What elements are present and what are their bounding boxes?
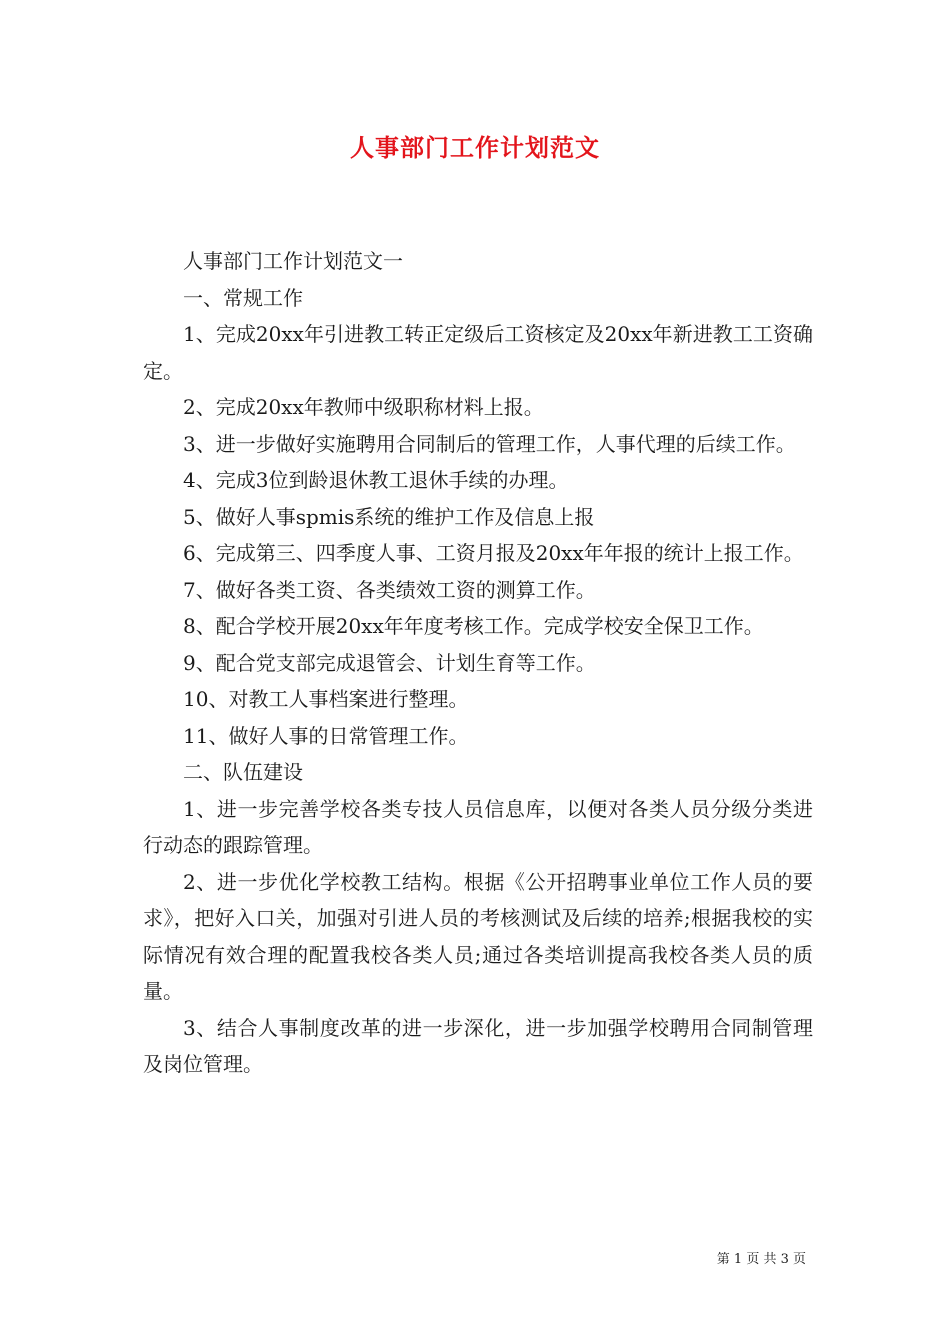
paragraph-item: 2、完成20xx年教师中级职称材料上报。 xyxy=(183,395,544,419)
paragraph-item: 5、做好人事spmis系统的维护工作及信息上报 xyxy=(183,504,595,529)
section-heading-team: 二、队伍建设 xyxy=(183,760,303,784)
paragraph-item: 4、完成3位到龄退休教工退休手续的办理。 xyxy=(183,468,569,492)
paragraph-item: 7、做好各类工资、各类绩效工资的测算工作。 xyxy=(183,577,596,602)
section-heading-routine: 一、常规工作 xyxy=(183,285,303,310)
paragraph-item: 8、配合学校开展20xx年年度考核工作。完成学校安全保卫工作。 xyxy=(183,614,764,638)
paragraph-item: 1、进一步完善学校各类专技人员信息库，以便对各类人员分级分类进行动态的跟踪管理。 xyxy=(143,796,813,857)
paragraph-item: 3、结合人事制度改革的进一步深化，进一步加强学校聘用合同制管理及岗位管理。 xyxy=(143,1015,813,1076)
page-number-footer: 第 1 页 共 3 页 xyxy=(716,1252,806,1267)
paragraph-item: 2、进一步优化学校教工结构。根据《公开招聘事业单位工作人员的要求》，把好入口关，加强对引进人员的考核测试及后续的培养;根据我校的实际情况有效合理的配置我校各类人员;通过各类培训提高我校各类人员的质量。 xyxy=(143,869,813,1003)
paragraph-item: 10、对教工人事档案进行整理。 xyxy=(183,687,469,711)
paragraph-subtitle: 人事部门工作计划范文一 xyxy=(183,249,403,273)
paragraph-item: 9、配合党支部完成退管会、计划生育等工作。 xyxy=(183,650,596,675)
paragraph-item: 6、完成第三、四季度人事、工资月报及20xx年年报的统计上报工作。 xyxy=(183,541,804,565)
document-title: 人事部门工作计划范文 xyxy=(350,133,600,162)
document-body xyxy=(143,243,813,1083)
paragraph-item: 3、进一步做好实施聘用合同制后的管理工作，人事代理的后续工作。 xyxy=(183,431,796,456)
paragraph-item: 11、做好人事的日常管理工作。 xyxy=(183,723,469,748)
paragraph-item: 1、完成20xx年引进教工转正定级后工资核定及20xx年新进教工工资确定。 xyxy=(143,322,813,383)
